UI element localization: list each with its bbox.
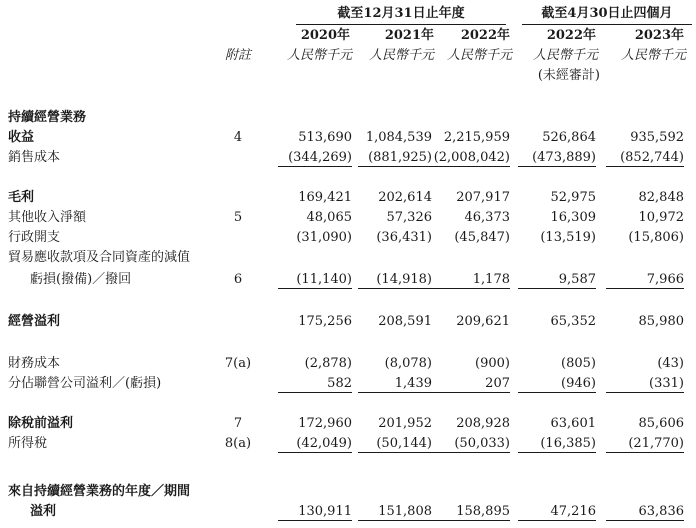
row-value: (11,140) (278, 272, 352, 289)
row-note: 6 (233, 272, 243, 287)
row-value: 85,980 (638, 314, 684, 329)
row-value: 935,592 (630, 130, 684, 145)
row-value: 207,917 (456, 190, 510, 205)
row-value: 582 (278, 376, 352, 393)
header-group-full-year: 截至12月31日止年度 (337, 6, 465, 21)
row-value: (881,925) (358, 150, 432, 167)
col-header-year-2022-4m: 2022年 (546, 28, 596, 43)
row-label: 經營溢利 (8, 314, 61, 329)
row-value: (900) (475, 356, 510, 371)
row-value: 175,256 (298, 314, 352, 329)
row-label: 收益 (8, 130, 35, 145)
row-value: (50,144) (358, 436, 432, 453)
row-value: 10,972 (638, 210, 684, 225)
row-value: (331) (606, 376, 684, 393)
row-value: 16,309 (550, 210, 596, 225)
row-label: 溢利 (30, 504, 57, 519)
row-value: (21,770) (606, 436, 684, 453)
row-value: (31,090) (296, 230, 352, 245)
header-group-four-months: 截至4月30日止四個月 (541, 6, 673, 21)
row-label: 除稅前溢利 (8, 416, 74, 431)
row-value: 513,690 (298, 130, 352, 145)
row-value: 2,215,959 (443, 130, 510, 145)
row-value: 57,326 (386, 210, 432, 225)
row-value: 202,614 (378, 190, 432, 205)
row-value: (14,918) (358, 272, 432, 289)
row-value: 65,352 (550, 314, 596, 329)
row-label: 銷售成本 (8, 150, 61, 165)
row-value: 63,601 (550, 416, 596, 431)
row-value: (852,744) (606, 150, 684, 167)
row-value: 7,966 (606, 272, 684, 289)
row-value: (344,269) (278, 150, 352, 167)
row-value: 130,911 (278, 504, 352, 521)
row-value: 172,960 (298, 416, 352, 431)
row-label: 其他收入淨額 (8, 210, 87, 225)
row-value: 85,606 (638, 416, 684, 431)
row-value: (946) (518, 376, 596, 393)
row-label: 貿易應收款項及合同資產的減值 (8, 250, 191, 265)
col-header-unaudited: (未經審計) (537, 68, 600, 83)
row-value: 169,421 (298, 190, 352, 205)
row-value: 208,591 (378, 314, 432, 329)
row-value: (45,847) (454, 230, 510, 245)
row-value: (15,806) (628, 230, 684, 245)
row-note: 4 (233, 130, 243, 145)
col-header-year-2022: 2022年 (460, 28, 510, 43)
col-header-year-2020: 2020年 (300, 28, 350, 43)
row-value: 151,808 (358, 504, 432, 521)
row-value: (36,431) (376, 230, 432, 245)
row-value: 158,895 (432, 504, 510, 521)
row-value: (43) (657, 356, 684, 371)
row-value: (2,008,042) (433, 150, 510, 165)
col-header-year-2021: 2021年 (384, 28, 434, 43)
row-value: 47,216 (518, 504, 596, 521)
col-header-unit-2020: 人民幣千元 (286, 48, 352, 63)
row-value: 201,952 (378, 416, 432, 431)
row-value: 1,178 (432, 272, 510, 289)
row-note: 5 (233, 210, 243, 225)
row-value: 9,587 (518, 272, 596, 289)
header-group-full-year-rule (296, 24, 506, 25)
row-value: 208,928 (456, 416, 510, 431)
row-value: (2,878) (304, 356, 352, 371)
row-value: 1,439 (358, 376, 432, 393)
row-value: 209,621 (456, 314, 510, 329)
row-label: 分佔聯營公司溢利／(虧損) (8, 376, 162, 391)
row-value: (473,889) (518, 150, 596, 167)
row-value: (50,033) (432, 436, 510, 453)
col-header-unit-2023-4m: 人民幣千元 (620, 48, 686, 63)
row-note: 7 (233, 416, 243, 431)
row-value: 526,864 (542, 130, 596, 145)
row-value: 207 (432, 376, 510, 393)
row-value: 82,848 (638, 190, 684, 205)
row-value: (805) (561, 356, 596, 371)
col-header-unit-2021: 人民幣千元 (368, 48, 434, 63)
row-value: (8,078) (384, 356, 432, 371)
row-label: 毛利 (8, 190, 35, 205)
row-value: 1,084,539 (365, 130, 432, 145)
row-note: 7(a) (224, 356, 252, 371)
row-value: (42,049) (278, 436, 352, 453)
row-value: (13,519) (540, 230, 596, 245)
col-header-year-2023-4m: 2023年 (634, 28, 684, 43)
row-value: (16,385) (518, 436, 596, 453)
row-label: 來自持續經營業務的年度／期間 (8, 484, 191, 499)
col-header-note: 附註 (224, 48, 251, 63)
row-value: 46,373 (464, 210, 510, 225)
col-header-unit-2022: 人民幣千元 (446, 48, 512, 63)
row-label: 財務成本 (8, 356, 61, 371)
row-value: 48,065 (306, 210, 352, 225)
row-value: 63,836 (606, 504, 684, 521)
section-continuing-operations: 持續經營業務 (8, 110, 87, 125)
header-group-four-months-rule (522, 24, 692, 25)
row-label: 所得稅 (8, 436, 48, 451)
row-value: 52,975 (550, 190, 596, 205)
col-header-unit-2022-4m: 人民幣千元 (532, 48, 598, 63)
row-label: 虧損(撥備)／撥回 (30, 272, 132, 287)
row-note: 8(a) (224, 436, 252, 451)
row-label: 行政開支 (8, 230, 61, 245)
